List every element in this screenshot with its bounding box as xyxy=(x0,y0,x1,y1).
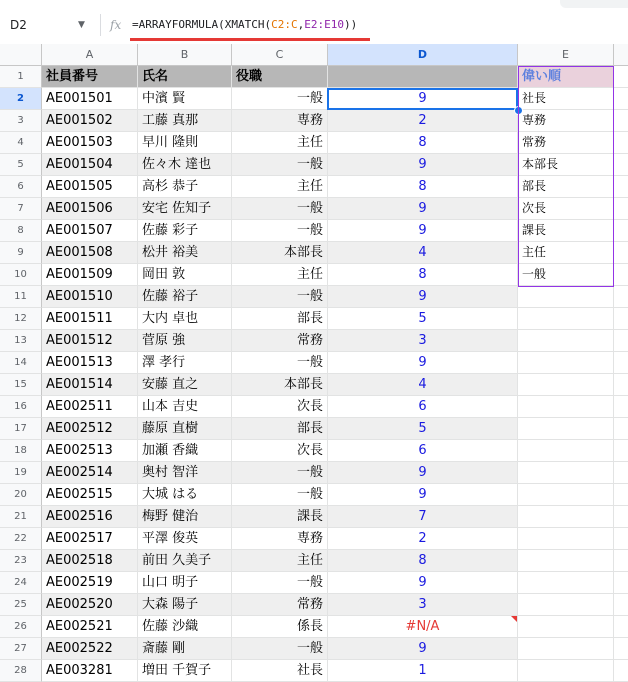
table-row xyxy=(0,638,628,660)
header-row xyxy=(0,66,628,88)
cell-name[interactable]: 安宅 佐知子 xyxy=(138,198,232,220)
cell-f[interactable] xyxy=(614,396,628,418)
cell-employee-id[interactable]: AE001512 xyxy=(42,330,138,352)
cell-employee-id[interactable]: AE001509 xyxy=(42,264,138,286)
cell-name[interactable]: 増田 千賀子 xyxy=(138,660,232,682)
name-box[interactable]: D2 xyxy=(10,18,27,32)
cell-rank-result[interactable]: 6 xyxy=(328,396,518,418)
cell-position[interactable]: 一般 xyxy=(232,484,328,506)
select-all-corner[interactable] xyxy=(0,44,42,66)
cell-employee-id[interactable]: AE002520 xyxy=(42,594,138,616)
table-row xyxy=(0,440,628,462)
cell-rank-result[interactable]: 9 xyxy=(328,154,518,176)
row-header[interactable]: 19 xyxy=(0,462,42,484)
cell-f[interactable] xyxy=(614,352,628,374)
cell-position[interactable]: 一般 xyxy=(232,638,328,660)
formula-bar-divider xyxy=(100,14,101,36)
cell-rank-result[interactable]: 9 xyxy=(328,286,518,308)
cell-rank-result[interactable]: 7 xyxy=(328,506,518,528)
cell-rank-order[interactable]: 社長 xyxy=(518,88,614,110)
cell-position[interactable]: 係長 xyxy=(232,616,328,638)
row-header[interactable]: 27 xyxy=(0,638,42,660)
cell-rank-order[interactable]: 一般 xyxy=(518,264,614,286)
header-cell-rank-order[interactable]: 偉い順 xyxy=(518,66,614,88)
cell-rank-order[interactable] xyxy=(518,330,614,352)
cell-name[interactable]: 佐藤 彩子 xyxy=(138,220,232,242)
cell-position[interactable]: 部長 xyxy=(232,418,328,440)
cell-position[interactable]: 専務 xyxy=(232,110,328,132)
cell-employee-id[interactable]: AE002511 xyxy=(42,396,138,418)
cell-name[interactable]: 大内 卓也 xyxy=(138,308,232,330)
cell-position[interactable]: 本部長 xyxy=(232,242,328,264)
cell-rank-order[interactable] xyxy=(518,528,614,550)
cell-f[interactable] xyxy=(614,418,628,440)
row-header[interactable]: 9 xyxy=(0,242,42,264)
cell-employee-id[interactable]: AE001503 xyxy=(42,132,138,154)
cell-employee-id[interactable]: AE002522 xyxy=(42,638,138,660)
cell-name[interactable]: 大森 陽子 xyxy=(138,594,232,616)
row-header[interactable]: 25 xyxy=(0,594,42,616)
row-header[interactable]: 22 xyxy=(0,528,42,550)
table-row xyxy=(0,264,628,286)
row-header[interactable]: 12 xyxy=(0,308,42,330)
cell-rank-order[interactable]: 主任 xyxy=(518,242,614,264)
cell-name[interactable]: 高杉 恭子 xyxy=(138,176,232,198)
cell-rank-result[interactable]: 9 xyxy=(328,638,518,660)
row-header[interactable]: 5 xyxy=(0,154,42,176)
cell-f[interactable] xyxy=(614,550,628,572)
cell-position[interactable]: 一般 xyxy=(232,462,328,484)
cell-rank-order[interactable]: 専務 xyxy=(518,110,614,132)
cell-rank-order[interactable] xyxy=(518,462,614,484)
cell-employee-id[interactable]: AE001502 xyxy=(42,110,138,132)
cell-name[interactable]: 佐々木 達也 xyxy=(138,154,232,176)
table-row xyxy=(0,594,628,616)
cell-rank-order[interactable] xyxy=(518,396,614,418)
row-header[interactable]: 17 xyxy=(0,418,42,440)
cell-position[interactable]: 主任 xyxy=(232,132,328,154)
cell-employee-id[interactable]: AE003281 xyxy=(42,660,138,682)
cell-name[interactable]: 中濱 賢 xyxy=(138,88,232,110)
formula-prefix: =ARRAYFORMULA(XMATCH( xyxy=(132,18,272,31)
cell-name[interactable]: 安藤 直之 xyxy=(138,374,232,396)
cell-f[interactable] xyxy=(614,110,628,132)
cell-employee-id[interactable]: AE001514 xyxy=(42,374,138,396)
cell-name[interactable]: 山本 吉史 xyxy=(138,396,232,418)
cell-employee-id[interactable]: AE002513 xyxy=(42,440,138,462)
header-cell-d[interactable] xyxy=(328,66,518,88)
cell-f[interactable] xyxy=(614,198,628,220)
cell-rank-result[interactable]: 9 xyxy=(328,88,518,110)
cell-rank-result[interactable]: 3 xyxy=(328,594,518,616)
cell-rank-order[interactable] xyxy=(518,418,614,440)
cell-rank-order[interactable]: 本部長 xyxy=(518,154,614,176)
cell-f[interactable] xyxy=(614,660,628,682)
column-header-b[interactable]: B xyxy=(138,44,232,66)
cell-f[interactable] xyxy=(614,264,628,286)
table-row xyxy=(0,660,628,682)
cell-name[interactable]: 藤原 直樹 xyxy=(138,418,232,440)
row-header[interactable]: 4 xyxy=(0,132,42,154)
cell-f[interactable] xyxy=(614,440,628,462)
row-header[interactable]: 2 xyxy=(0,88,42,110)
cell-rank-result[interactable]: 2 xyxy=(328,528,518,550)
cell-rank-order[interactable] xyxy=(518,374,614,396)
cell-position[interactable]: 一般 xyxy=(232,286,328,308)
cell-rank-order[interactable] xyxy=(518,506,614,528)
cell-f[interactable] xyxy=(614,154,628,176)
cell-position[interactable]: 一般 xyxy=(232,220,328,242)
cell-position[interactable]: 次長 xyxy=(232,396,328,418)
cell-rank-order[interactable] xyxy=(518,440,614,462)
table-row xyxy=(0,484,628,506)
fx-icon: fx xyxy=(110,18,122,32)
cell-position[interactable]: 課長 xyxy=(232,506,328,528)
cell-f[interactable] xyxy=(614,374,628,396)
cell-rank-order[interactable] xyxy=(518,286,614,308)
table-row xyxy=(0,572,628,594)
table-row xyxy=(0,242,628,264)
cell-position[interactable]: 一般 xyxy=(232,198,328,220)
formula-underline-annotation xyxy=(130,38,370,41)
name-box-dropdown-icon[interactable]: ▼ xyxy=(78,20,85,30)
cell-rank-order[interactable] xyxy=(518,616,614,638)
fill-handle[interactable] xyxy=(514,106,523,115)
table-row xyxy=(0,506,628,528)
cell-rank-result[interactable]: 4 xyxy=(328,242,518,264)
column-header-d[interactable]: D xyxy=(328,44,518,66)
cell-rank-order[interactable] xyxy=(518,638,614,660)
cell-name[interactable]: 奥村 智洋 xyxy=(138,462,232,484)
cell-rank-result[interactable]: 6 xyxy=(328,440,518,462)
cell-rank-result[interactable]: 1 xyxy=(328,660,518,682)
table-row xyxy=(0,352,628,374)
cell-position[interactable]: 常務 xyxy=(232,594,328,616)
cell-position[interactable]: 一般 xyxy=(232,572,328,594)
row-header[interactable]: 20 xyxy=(0,484,42,506)
cell-name[interactable]: 工藤 真那 xyxy=(138,110,232,132)
cell-name[interactable]: 梅野 健治 xyxy=(138,506,232,528)
cell-employee-id[interactable]: AE001511 xyxy=(42,308,138,330)
cell-rank-order[interactable]: 次長 xyxy=(518,198,614,220)
cell-employee-id[interactable]: AE002521 xyxy=(42,616,138,638)
cell-f[interactable] xyxy=(614,242,628,264)
cell-name[interactable]: 平澤 俊英 xyxy=(138,528,232,550)
table-row xyxy=(0,616,628,638)
cell-name[interactable]: 早川 隆則 xyxy=(138,132,232,154)
cell-position[interactable]: 一般 xyxy=(232,352,328,374)
formula-range-ref-1: C2:C xyxy=(271,18,298,31)
cell-employee-id[interactable]: AE001506 xyxy=(42,198,138,220)
row-header[interactable]: 6 xyxy=(0,176,42,198)
cell-name[interactable]: 前田 久美子 xyxy=(138,550,232,572)
formula-input[interactable] xyxy=(132,14,357,36)
cell-f[interactable] xyxy=(614,308,628,330)
table-row xyxy=(0,308,628,330)
cell-rank-result[interactable]: 5 xyxy=(328,308,518,330)
cell-name[interactable]: 佐藤 裕子 xyxy=(138,286,232,308)
row-header[interactable]: 21 xyxy=(0,506,42,528)
cell-f[interactable] xyxy=(614,330,628,352)
cell-name[interactable]: 斎藤 剛 xyxy=(138,638,232,660)
cell-name[interactable]: 佐藤 沙織 xyxy=(138,616,232,638)
cell-f[interactable] xyxy=(614,528,628,550)
table-row xyxy=(0,418,628,440)
table-row xyxy=(0,550,628,572)
cell-employee-id[interactable]: AE002512 xyxy=(42,418,138,440)
row-header[interactable]: 11 xyxy=(0,286,42,308)
row-header[interactable]: 14 xyxy=(0,352,42,374)
table-row xyxy=(0,154,628,176)
cell-f[interactable] xyxy=(614,638,628,660)
cell-position[interactable]: 常務 xyxy=(232,330,328,352)
header-cell-name[interactable]: 氏名 xyxy=(138,66,232,88)
column-header-f[interactable] xyxy=(614,44,628,66)
cell-rank-result[interactable]: 4 xyxy=(328,374,518,396)
cell-f[interactable] xyxy=(614,462,628,484)
cell-name[interactable]: 松井 裕美 xyxy=(138,242,232,264)
cell-f[interactable] xyxy=(614,484,628,506)
cell-rank-result[interactable]: 9 xyxy=(328,572,518,594)
cell-f[interactable] xyxy=(614,506,628,528)
cell-position[interactable]: 部長 xyxy=(232,308,328,330)
cell-name[interactable]: 加瀬 香織 xyxy=(138,440,232,462)
row-header[interactable]: 3 xyxy=(0,110,42,132)
row-header[interactable]: 24 xyxy=(0,572,42,594)
cell-name[interactable]: 大城 はる xyxy=(138,484,232,506)
cell-rank-order[interactable] xyxy=(518,484,614,506)
cell-rank-result[interactable]: 9 xyxy=(328,352,518,374)
cell-employee-id[interactable]: AE001507 xyxy=(42,220,138,242)
table-row xyxy=(0,396,628,418)
cell-name[interactable]: 山口 明子 xyxy=(138,572,232,594)
cell-employee-id[interactable]: AE001504 xyxy=(42,154,138,176)
cell-name[interactable]: 澤 孝行 xyxy=(138,352,232,374)
cell-rank-result[interactable]: 8 xyxy=(328,132,518,154)
row-header[interactable]: 1 xyxy=(0,66,42,88)
column-header-a[interactable]: A xyxy=(42,44,138,66)
row-header[interactable]: 7 xyxy=(0,198,42,220)
cell-f[interactable] xyxy=(614,88,628,110)
cell-rank-result[interactable]: 8 xyxy=(328,550,518,572)
cell-position[interactable]: 主任 xyxy=(232,550,328,572)
cell-position[interactable]: 主任 xyxy=(232,176,328,198)
cell-f[interactable] xyxy=(614,616,628,638)
row-header[interactable]: 13 xyxy=(0,330,42,352)
cell-name[interactable]: 菅原 強 xyxy=(138,330,232,352)
cell-employee-id[interactable]: AE001501 xyxy=(42,88,138,110)
cell-rank-result[interactable]: 8 xyxy=(328,264,518,286)
row-header[interactable]: 16 xyxy=(0,396,42,418)
column-header-e[interactable]: E xyxy=(518,44,614,66)
cell-rank-result[interactable]: #N/A xyxy=(328,616,518,638)
cell-position[interactable]: 一般 xyxy=(232,88,328,110)
row-header[interactable]: 8 xyxy=(0,220,42,242)
row-header[interactable]: 15 xyxy=(0,374,42,396)
cell-rank-order[interactable]: 課長 xyxy=(518,220,614,242)
column-header-c[interactable]: C xyxy=(232,44,328,66)
table-row xyxy=(0,132,628,154)
toolbar-edge xyxy=(560,0,628,8)
cell-rank-result[interactable]: 2 xyxy=(328,110,518,132)
cell-employee-id[interactable]: AE002514 xyxy=(42,462,138,484)
cell-rank-result[interactable]: 9 xyxy=(328,198,518,220)
cell-rank-order[interactable] xyxy=(518,572,614,594)
cell-rank-result[interactable]: 9 xyxy=(328,220,518,242)
cell-f[interactable] xyxy=(614,594,628,616)
formula-suffix: )) xyxy=(343,18,358,31)
cell-rank-order[interactable] xyxy=(518,550,614,572)
cell-rank-order[interactable]: 常務 xyxy=(518,132,614,154)
table-row xyxy=(0,220,628,242)
row-header[interactable]: 18 xyxy=(0,440,42,462)
cell-f[interactable] xyxy=(614,132,628,154)
cell-rank-order[interactable] xyxy=(518,594,614,616)
cell-rank-order[interactable] xyxy=(518,660,614,682)
cell-employee-id[interactable]: AE001510 xyxy=(42,286,138,308)
formula-range-ref-2: E2:E10 xyxy=(304,18,344,31)
row-header[interactable]: 10 xyxy=(0,264,42,286)
cell-employee-id[interactable]: AE001508 xyxy=(42,242,138,264)
cell-rank-order[interactable] xyxy=(518,308,614,330)
table-row xyxy=(0,528,628,550)
cell-f[interactable] xyxy=(614,286,628,308)
table-row xyxy=(0,88,628,110)
cell-employee-id[interactable]: AE001513 xyxy=(42,352,138,374)
row-header[interactable]: 28 xyxy=(0,660,42,682)
cell-rank-result[interactable]: 3 xyxy=(328,330,518,352)
table-row xyxy=(0,462,628,484)
formula-bar xyxy=(0,0,628,45)
cell-employee-id[interactable]: AE001505 xyxy=(42,176,138,198)
table-row xyxy=(0,198,628,220)
cell-employee-id[interactable]: AE002518 xyxy=(42,550,138,572)
table-row xyxy=(0,374,628,396)
error-indicator-icon xyxy=(511,616,517,622)
cell-rank-result[interactable]: 8 xyxy=(328,176,518,198)
table-row xyxy=(0,330,628,352)
cell-employee-id[interactable]: AE002516 xyxy=(42,506,138,528)
cell-rank-result[interactable]: 9 xyxy=(328,462,518,484)
cell-rank-result[interactable]: 9 xyxy=(328,484,518,506)
cell-rank-order[interactable]: 部長 xyxy=(518,176,614,198)
row-header[interactable]: 23 xyxy=(0,550,42,572)
row-header[interactable]: 26 xyxy=(0,616,42,638)
cell-position[interactable]: 社長 xyxy=(232,660,328,682)
cell-rank-order[interactable] xyxy=(518,352,614,374)
cell-rank-result[interactable]: 5 xyxy=(328,418,518,440)
cell-employee-id[interactable]: AE002519 xyxy=(42,572,138,594)
cell-position[interactable]: 一般 xyxy=(232,154,328,176)
cell-position[interactable]: 主任 xyxy=(232,264,328,286)
table-row xyxy=(0,286,628,308)
table-row xyxy=(0,110,628,132)
cell-position[interactable]: 専務 xyxy=(232,528,328,550)
header-cell-position[interactable]: 役職 xyxy=(232,66,328,88)
cell-position[interactable]: 本部長 xyxy=(232,374,328,396)
cell-f[interactable] xyxy=(614,572,628,594)
sheet-grid xyxy=(0,66,628,682)
cell-employee-id[interactable]: AE002515 xyxy=(42,484,138,506)
table-row xyxy=(0,176,628,198)
cell-employee-id[interactable]: AE002517 xyxy=(42,528,138,550)
cell-position[interactable]: 次長 xyxy=(232,440,328,462)
cell-f[interactable] xyxy=(614,66,628,88)
cell-f[interactable] xyxy=(614,220,628,242)
header-cell-employee-id[interactable]: 社員番号 xyxy=(42,66,138,88)
cell-f[interactable] xyxy=(614,176,628,198)
formula-comma: , xyxy=(297,18,305,31)
cell-name[interactable]: 岡田 敦 xyxy=(138,264,232,286)
